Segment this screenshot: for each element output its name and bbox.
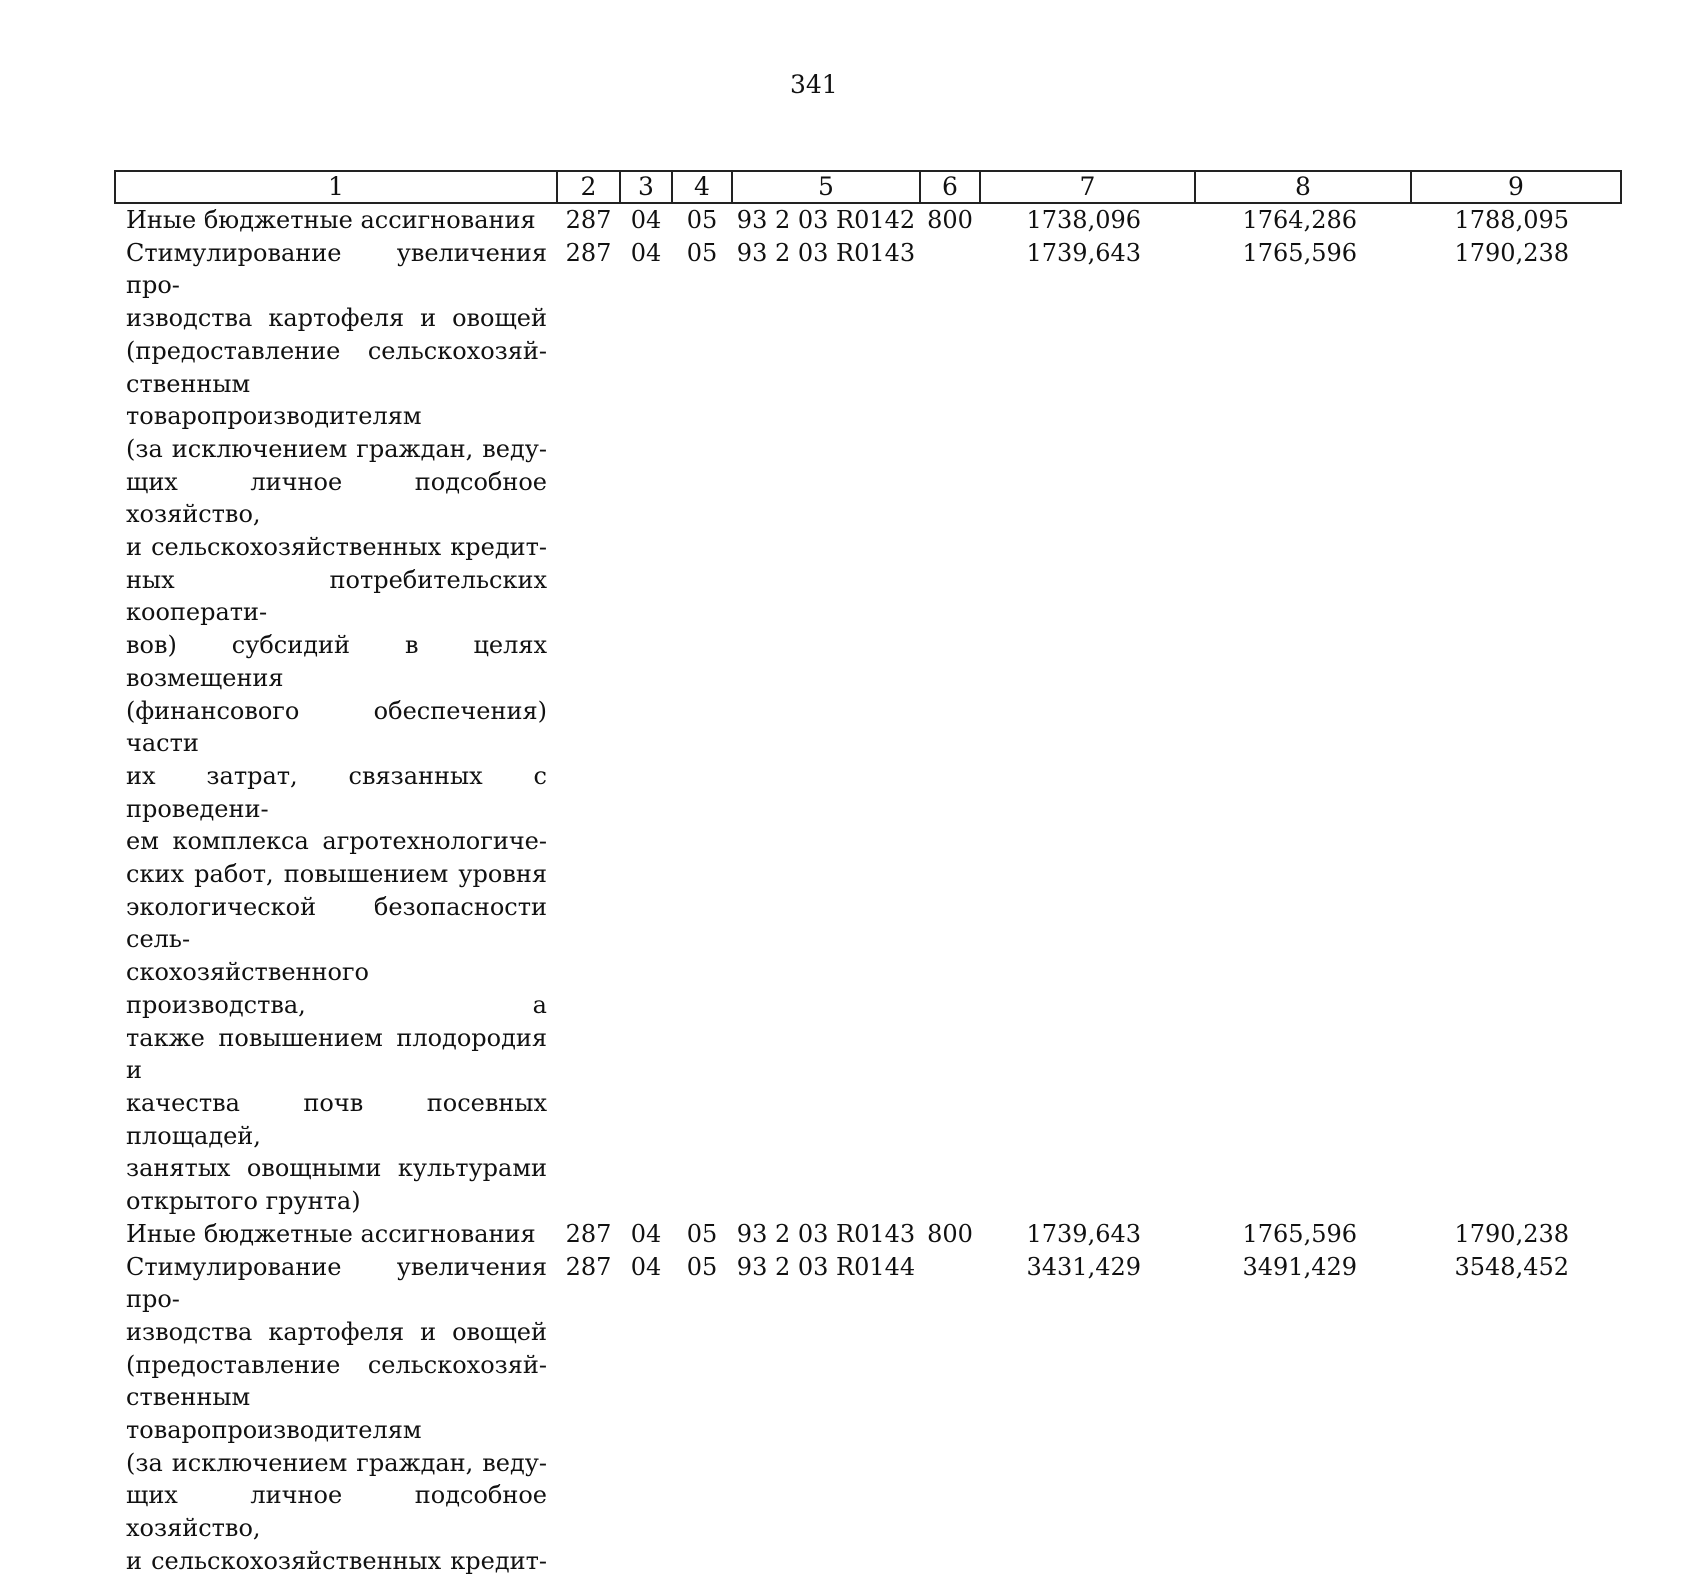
description-line: изводства картофеля и овощей — [126, 304, 547, 333]
description-line: (финансового обеспечения) части — [126, 696, 547, 758]
row-admin-code: 287 — [565, 238, 612, 267]
row-admin-code: 287 — [565, 1252, 612, 1281]
description-line: (предоставление сельскохозяй- — [126, 1350, 547, 1379]
row-amount-col9: 1790,238 — [1454, 238, 1569, 267]
row-section: 04 — [630, 238, 662, 267]
row-amount-col9: 1790,238 — [1454, 1219, 1569, 1248]
table-row — [115, 237, 1621, 1218]
row-description — [115, 203, 557, 237]
table-row — [115, 203, 1621, 237]
description-line: (предоставление сельскохозяй- — [126, 336, 547, 365]
row-amount-col9: 1788,095 — [1454, 206, 1569, 234]
row-subsection: 05 — [686, 238, 718, 267]
description-line: изводства картофеля и овощей — [126, 1317, 547, 1346]
row-amount-col7: 1738,096 — [1026, 206, 1141, 234]
description-line: ем комплекса агротехнологиче- — [126, 827, 547, 856]
description-line: также повышением плодородия и — [126, 1023, 547, 1085]
budget-table — [114, 170, 1622, 1578]
table-row — [115, 1218, 1621, 1251]
description-line: (за исключением граждан, веду- — [126, 434, 547, 463]
row-amount-col7: 1739,643 — [1026, 238, 1141, 267]
row-amount-col8: 1764,286 — [1242, 206, 1357, 234]
row-subsection: 05 — [686, 1252, 718, 1281]
description-line: экологической безопасности сель- — [126, 892, 547, 954]
row-amount-col7: 3431,429 — [1026, 1252, 1141, 1281]
description-line: Стимулирование увеличения про- — [126, 238, 547, 300]
row-amount-col8: 1765,596 — [1242, 238, 1357, 267]
row-amount-col9: 3548,452 — [1454, 1252, 1569, 1281]
row-expense-type: 800 — [927, 206, 973, 234]
description-line: щих личное подсобное хозяйство, — [126, 1481, 547, 1543]
header-col-1: 1 — [115, 171, 557, 203]
header-col-3: 3 — [620, 171, 672, 203]
row-description — [115, 1218, 557, 1251]
row-subsection: 05 — [686, 206, 718, 234]
table-row — [115, 1251, 1621, 1578]
description-line: щих личное подсобное хозяйство, — [126, 467, 547, 529]
row-admin-code: 287 — [565, 206, 612, 234]
header-col-7: 7 — [980, 171, 1195, 203]
row-target-article: 93 2 03 R0142 — [736, 206, 916, 234]
row-amount-col8: 3491,429 — [1242, 1252, 1357, 1281]
description-line: и сельскохозяйственных кредит- — [126, 533, 547, 562]
header-col-8: 8 — [1195, 171, 1411, 203]
description-line: ственным товаропроизводителям — [126, 369, 422, 431]
row-amount-col8: 1765,596 — [1242, 1219, 1357, 1248]
description-line: занятых овощными культурами — [126, 1154, 547, 1183]
description-line: их затрат, связанных с проведени- — [126, 761, 547, 823]
row-admin-code: 287 — [565, 1219, 612, 1248]
row-target-article: 93 2 03 R0143 — [736, 1219, 916, 1248]
row-expense-type: 800 — [927, 1219, 973, 1248]
row-description — [115, 237, 557, 1218]
row-description — [115, 1251, 557, 1578]
row-amount-col7: 1739,643 — [1026, 1219, 1141, 1248]
row-section: 04 — [630, 1219, 662, 1248]
description-line: качества почв посевных площадей, — [126, 1088, 547, 1150]
header-col-6: 6 — [920, 171, 980, 203]
description-line: открытого грунта) — [126, 1187, 361, 1216]
description-line: Стимулирование увеличения про- — [126, 1252, 547, 1314]
description-line: скохозяйственного производства, а — [126, 958, 547, 1019]
description-line: ских работ, повышением уровня — [126, 860, 547, 889]
description-line: ственным товаропроизводителям — [126, 1383, 422, 1445]
description-line: Иные бюджетные ассигнования — [126, 206, 536, 234]
row-target-article: 93 2 03 R0143 — [736, 238, 916, 267]
row-section: 04 — [630, 206, 662, 234]
header-col-9: 9 — [1411, 171, 1621, 203]
description-line: Иные бюджетные ассигнования — [126, 1219, 536, 1248]
header-col-5: 5 — [732, 171, 920, 203]
row-subsection: 05 — [686, 1219, 718, 1248]
header-col-2: 2 — [557, 171, 620, 203]
row-expense-type — [920, 1251, 980, 1578]
row-section: 04 — [630, 1252, 662, 1281]
row-expense-type — [920, 237, 980, 1218]
row-target-article: 93 2 03 R0144 — [736, 1252, 916, 1281]
description-line: вов) субсидий в целях возмещения — [126, 631, 547, 692]
description-line: и сельскохозяйственных кредит- — [126, 1546, 547, 1575]
header-col-4: 4 — [672, 171, 732, 203]
description-line: (за исключением граждан, веду- — [126, 1448, 547, 1477]
header-row — [115, 171, 1621, 203]
page-number: 341 — [790, 70, 838, 99]
description-line: ных потребительских кооперати- — [126, 565, 547, 627]
